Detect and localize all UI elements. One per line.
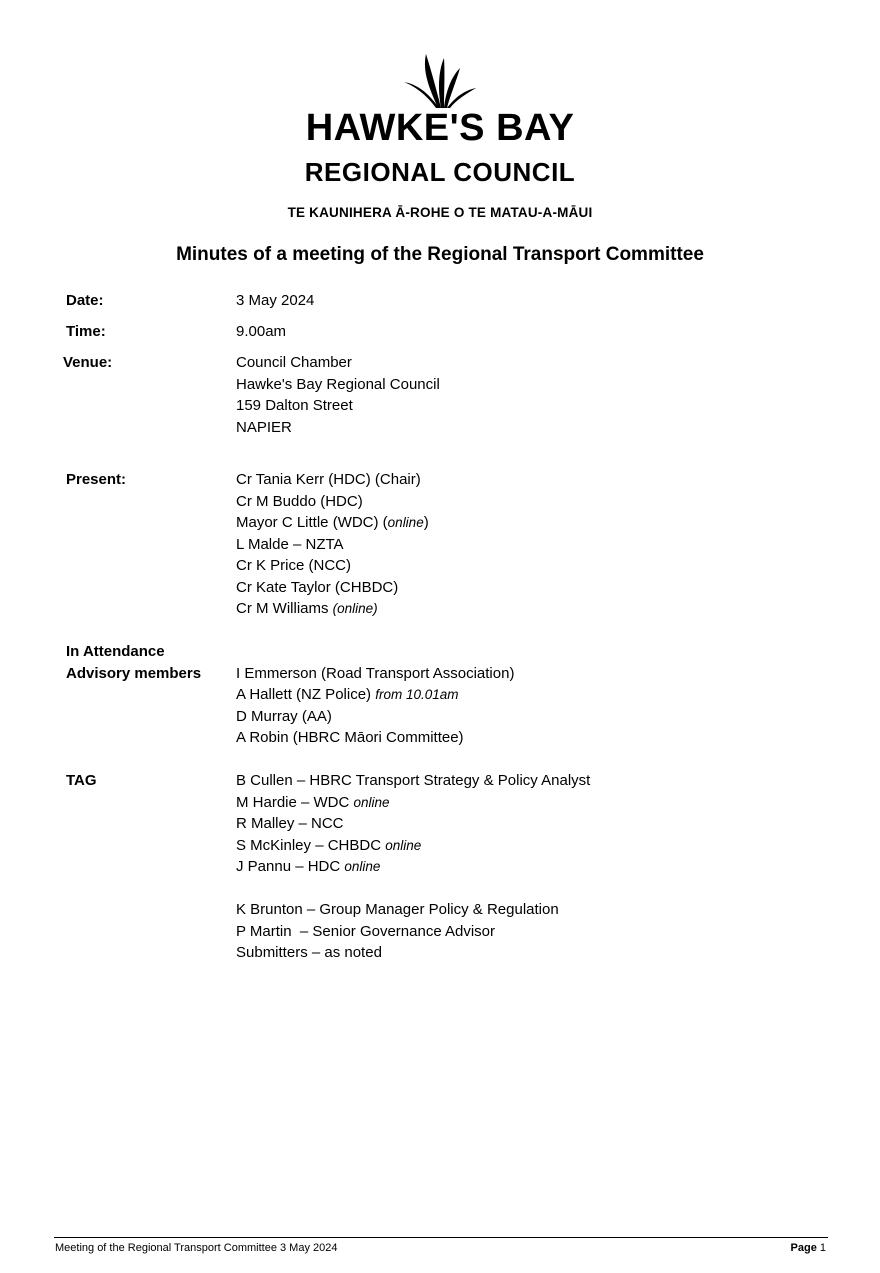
tag-item: S McKinley – CHBDC online [236,836,422,854]
advisory-label: Advisory members [66,664,202,682]
online-note: online [385,837,422,853]
advisory-item: A Robin (HBRC Māori Committee) [236,729,464,746]
date-value: 3 May 2024 [236,292,315,309]
flax-leaves-logo-icon [400,50,480,108]
tag-item: J Pannu – HDC online [236,858,381,875]
online-note: online [344,859,381,874]
tag-label: TAG [66,772,97,789]
venue-label: Venue: [63,354,113,371]
venue-lines [236,352,440,438]
venue-line: 159 Dalton Street [236,397,353,414]
footer-page-number: Page 1 [790,1242,826,1254]
present-item: Cr M Buddo (HDC) [236,492,363,510]
present-item: Cr M Williams (online) [236,600,378,617]
tag-item: M Hardie – WDC online [236,793,390,811]
footer-meeting-text: Meeting of the Regional Transport Committee 3 May 2024 [55,1242,338,1254]
tag-list [236,770,590,964]
online-note: online [387,515,424,530]
footer-divider [54,1237,828,1238]
present-item: L Malde – NZTA [236,535,344,553]
advisory-item: I Emmerson (Road Transport Association) [236,664,515,682]
online-note: online [353,794,390,810]
date-label: Date: [66,292,104,309]
tag-item: R Malley – NCC [236,815,344,832]
venue-line: NAPIER [236,418,292,436]
advisory-item: D Murray (AA) [236,707,332,725]
time-note: from 10.01am [375,687,459,702]
logo-maori-name: TE KAUNIHERA Ā-ROHE O TE MATAU-A-MĀUI [287,205,593,220]
logo-name: HAWKE'S BAY [305,107,575,149]
venue-line: Council Chamber [236,354,352,371]
present-item: Cr Tania Kerr (HDC) (Chair) [236,471,421,488]
document-title: Minutes of a meeting of the Regional Transport Committee [176,244,704,265]
staff-item: K Brunton – Group Manager Policy & Regulation [236,901,559,918]
advisory-item: A Hallett (NZ Police) from 10.01am [236,686,459,703]
present-list [236,469,429,620]
attendance-label: In Attendance [66,643,165,660]
tag-item: B Cullen – HBRC Transport Strategy & Policy Analyst [236,772,591,789]
online-note: (online) [332,601,378,616]
present-label: Present: [66,471,127,488]
present-item: Cr K Price (NCC) [236,557,351,574]
staff-item: Submitters – as noted [236,944,382,961]
staff-item: P Martin – Senior Governance Advisor [236,922,496,940]
logo-council: REGIONAL COUNCIL [304,157,576,187]
council-logo [0,50,880,222]
time-value: 9.00am [236,323,287,340]
present-item: Cr Kate Taylor (CHBDC) [236,578,399,596]
venue-line: Hawke's Bay Regional Council [236,375,440,393]
present-item: Mayor C Little (WDC) (online) [236,514,429,531]
advisory-list [236,663,514,749]
time-label: Time: [66,323,106,340]
